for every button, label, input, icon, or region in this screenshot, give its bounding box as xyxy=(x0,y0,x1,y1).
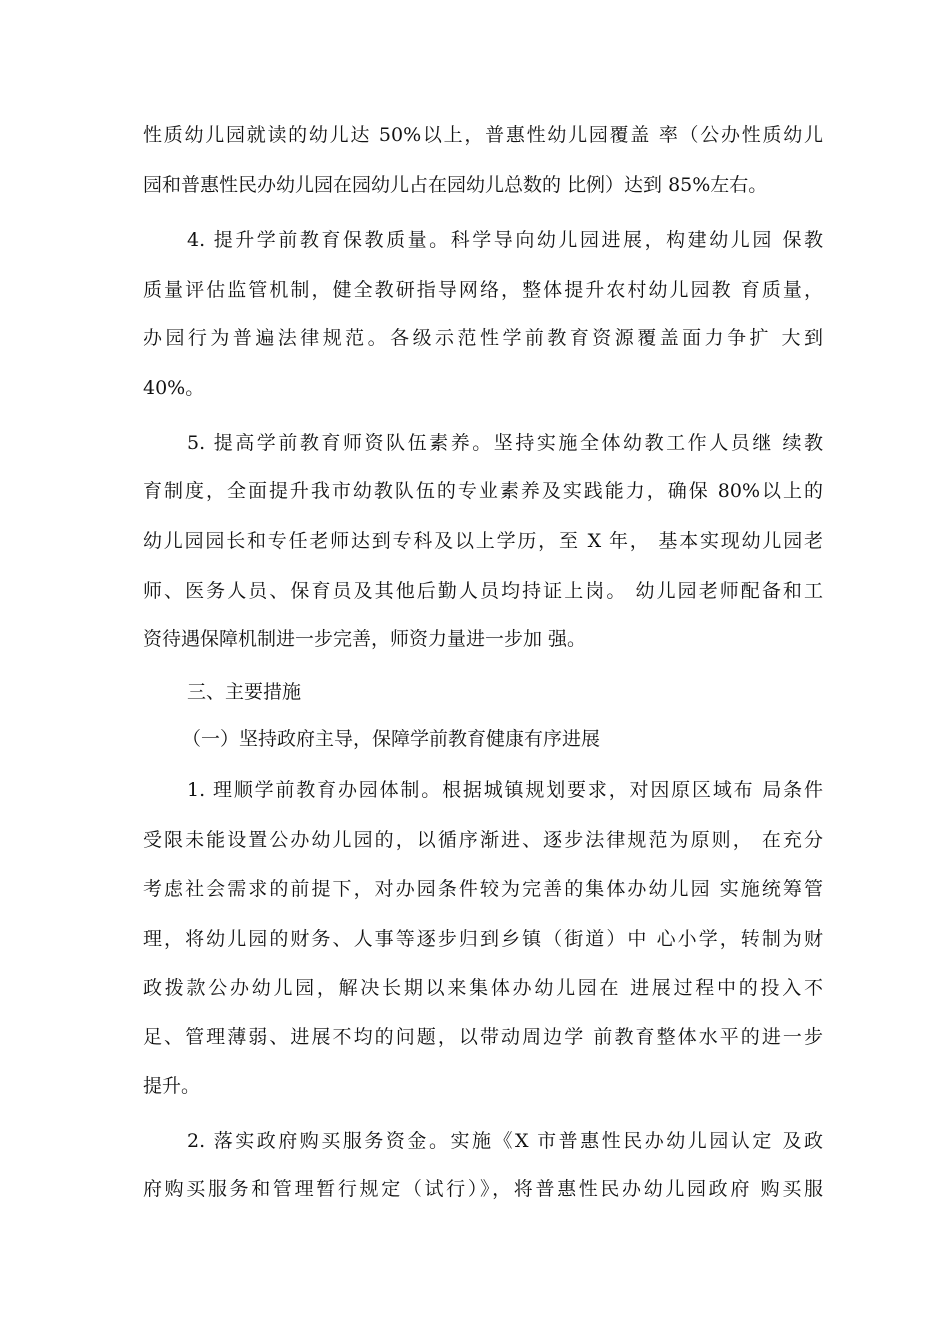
paragraph-line: 1. 理顺学前教育办园体制。根据城镇规划要求，对因原区域布 局条件 xyxy=(187,779,823,801)
paragraph-line: 幼儿园园长和专任老师达到专科及以上学历，至 X 年， 基本实现幼儿园老 xyxy=(143,530,823,552)
paragraph-line: 2. 落实政府购买服务资金。实施《X 市普惠性民办幼儿园认定 及政 xyxy=(187,1130,823,1152)
paragraph-line: 资待遇保障机制进一步完善，师资力量进一步加 强。 xyxy=(143,628,587,650)
paragraph-line: 师、医务人员、保育员及其他后勤人员均持证上岗。 幼儿园老师配备和工 xyxy=(143,580,823,602)
paragraph-line: 府购买服务和管理暂行规定（试行）》，将普惠性民办幼儿园政府 购买服 xyxy=(143,1178,823,1200)
section-heading: 三、主要措施 xyxy=(187,681,302,703)
paragraph-line: 4. 提升学前教育保教质量。科学导向幼儿园进展，构建幼儿园 保教 xyxy=(187,229,823,251)
paragraph-line: 园和普惠性民办幼儿园在园幼儿占在园幼儿总数的 比例）达到 85%左右。 xyxy=(143,174,768,196)
paragraph-line: 5. 提高学前教育师资队伍素养。坚持实施全体幼教工作人员继 续教 xyxy=(187,432,823,454)
paragraph-line: 政拨款公办幼儿园，解决长期以来集体办幼儿园在 进展过程中的投入不 xyxy=(143,977,823,999)
paragraph-line: 提升。 xyxy=(143,1075,201,1097)
paragraph-line: 受限未能设置公办幼儿园的，以循序渐进、逐步法律规范为原则， 在充分 xyxy=(143,829,823,851)
paragraph-line: 育制度，全面提升我市幼教队伍的专业素养及实践能力，确保 80%以上的 xyxy=(143,480,823,502)
paragraph-line: 办园行为普遍法律规范。各级示范性学前教育资源覆盖面力争扩 大到 xyxy=(143,327,823,349)
paragraph-line: 40%。 xyxy=(143,377,205,399)
paragraph-line: 足、管理薄弱、进展不均的问题，以带动周边学 前教育整体水平的进一步 xyxy=(143,1026,823,1048)
paragraph-line: 质量评估监管机制，健全教研指导网络，整体提升农村幼儿园教 育质量， xyxy=(143,279,823,301)
paragraph-line: 性质幼儿园就读的幼儿达 50%以上，普惠性幼儿园覆盖 率（公办性质幼儿 xyxy=(143,124,823,146)
paragraph-line: 考虑社会需求的前提下，对办园条件较为完善的集体办幼儿园 实施统筹管 xyxy=(143,878,823,900)
subsection-heading: （一）坚持政府主导，保障学前教育健康有序进展 xyxy=(182,728,601,750)
paragraph-line: 理，将幼儿园的财务、人事等逐步归到乡镇（街道）中 心小学，转制为财 xyxy=(143,928,823,950)
